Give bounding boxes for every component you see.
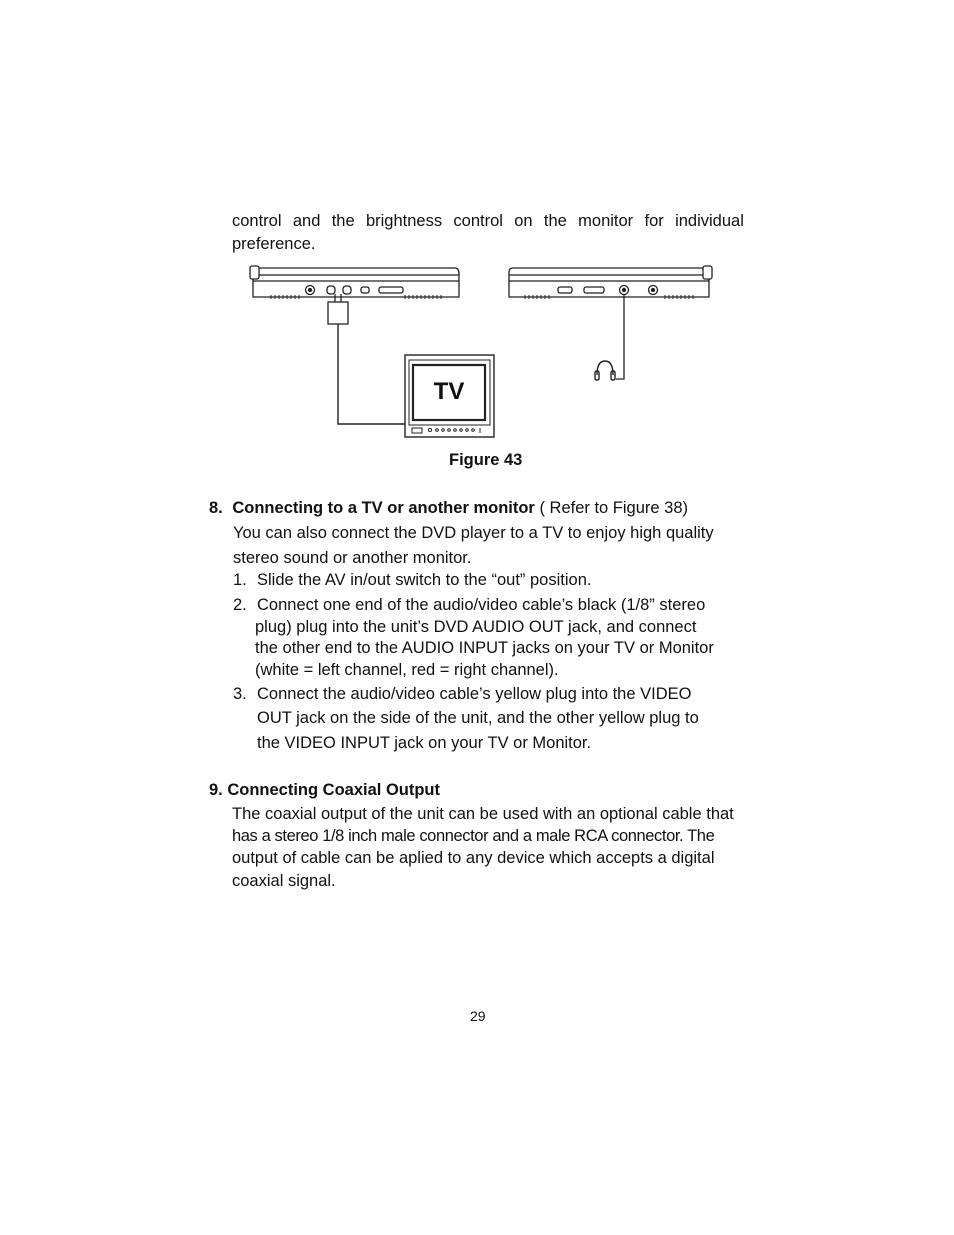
word: control: [232, 212, 282, 230]
section-9-line: The coaxial output of the unit can be used with an optional cable that: [232, 805, 734, 823]
headphone-cable: [616, 295, 624, 379]
intro-line-2: preference.: [232, 235, 316, 253]
intro-line-1: [232, 210, 744, 233]
word: monitor: [578, 212, 634, 230]
section-9-line: has a stereo 1/8 inch male connector and a male RCA connector. The: [232, 827, 715, 845]
word: control: [453, 212, 503, 230]
step-text: OUT jack on the side of the unit, and the other yellow plug to: [257, 709, 699, 727]
word: the: [543, 212, 567, 230]
word: on: [514, 212, 533, 230]
section-9-heading: 9. Connecting Coaxial Output: [209, 781, 441, 799]
connection-diagram: [245, 262, 720, 447]
step-number: 1.: [233, 571, 247, 589]
section-number: 8.: [209, 499, 223, 517]
av-cable: [338, 324, 405, 424]
page-number: 29: [470, 1008, 486, 1024]
step-text: the VIDEO INPUT jack on your TV or Monitor.: [257, 734, 592, 752]
word: individual: [675, 212, 744, 230]
step-text: Slide the AV in/out switch to the “out” position.: [257, 571, 592, 589]
word: and: [292, 212, 321, 230]
step-text: plug) plug into the unit’s DVD AUDIO OUT jack, and connect: [255, 618, 697, 636]
step-text: (white = left channel, red = right channel).: [255, 661, 559, 679]
figure-caption: Figure 43: [449, 451, 523, 469]
section-9-line: coaxial signal.: [232, 872, 336, 890]
word: for: [644, 212, 664, 230]
section-title: Connecting to a TV or another monitor: [232, 499, 535, 517]
section-8-intro-line: You can also connect the DVD player to a TV to enjoy high quality: [233, 524, 714, 542]
step-text: Connect the audio/video cable’s yellow plug into the VIDEO: [257, 685, 692, 703]
word: the: [331, 212, 355, 230]
section-8-heading: [209, 497, 688, 520]
section-8-intro-line: stereo sound or another monitor.: [233, 549, 472, 567]
dvd-player-left-side: [250, 266, 459, 324]
headphones-icon: [595, 361, 615, 380]
step-text: the other end to the AUDIO INPUT jacks on your TV or Monitor: [255, 639, 714, 657]
section-9-line: output of cable can be aplied to any device which accepts a digital: [232, 849, 715, 867]
word: brightness: [365, 212, 443, 230]
tv-label: TV: [433, 378, 465, 405]
step-text: Connect one end of the audio/video cable’s black (1/8” stereo: [257, 596, 706, 614]
step-number: 2.: [233, 596, 247, 614]
figure-reference: ( Refer to Figure 38): [534, 499, 688, 517]
step-number: 3.: [233, 685, 247, 703]
dvd-player-right-side: [509, 266, 712, 299]
